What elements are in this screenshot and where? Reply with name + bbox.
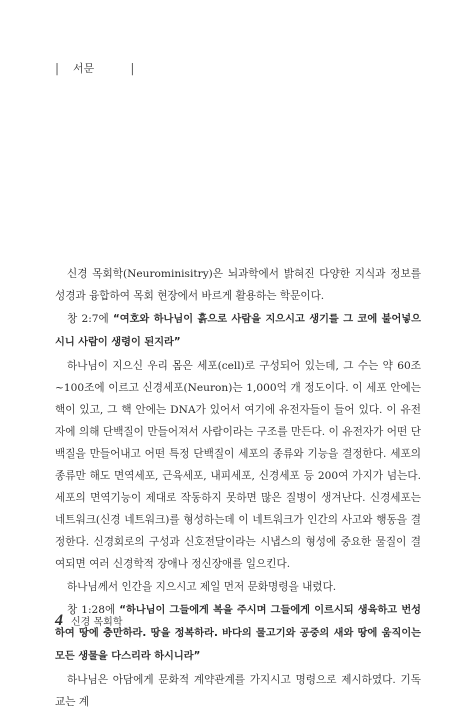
paragraph-gen-1-28	[55, 599, 421, 668]
paragraph-adam: 하나님은 아담에게 문화적 계약관계를 가지시고 명령으로 제시하였다. 기독교는 계	[55, 674, 421, 708]
verse-quote: “하나님이 그들에게 복을 주시며 그들에게 이르시되 생육하고 번성하여 땅에 충만하라. 땅을 정복하라. 바다의 물고기와 공중의 새와 땅에 움직이는 모든 생물을 다스리라 하시니라”	[55, 605, 421, 662]
header-right-mark: |	[130, 61, 135, 75]
verse-ref: 창 2:7에	[67, 313, 114, 325]
verse-ref: 창 1:28에	[67, 604, 120, 616]
header-left-mark: |	[55, 61, 60, 75]
paragraph-gen-2-7	[55, 308, 421, 354]
header-title: 서문	[73, 62, 95, 75]
page-number: 4	[55, 612, 63, 629]
book-title: 신경 목회학	[71, 617, 123, 628]
running-header	[55, 60, 134, 76]
body-text	[55, 263, 421, 713]
paragraph-cells: 하나님이 지으신 우리 몸은 세포(cell)로 구성되어 있는데, 그 수는 약 60조~100조에 이르고 신경세포(Neuron)는 1,000억 개 정도이다. 이 세포 안에는 핵이 있고, 그 핵 안에는 DNA가 있어서 여기에 유전자들이 들어 있다. 이 유전자에 의해 단백질이 만들어져서 사람이라는 구조를 만든다. 이 유전자가 어떤 단백질을 만들어내고 어떤 특정 단백질이 세포의 종류와 기능을 결정한다. 세포의 종류만 해도 면역세포, 근육세포, 내피세포, 신경세포 등 200여 가지가 넘는다. 세포의 면역기능이 제대로 작동하지 못하면 많은 질병이 생겨난다. 신경세포는 네트워크(신경 네트워크)를 형성하는데 이 네트워크가 인간의 사고와 행동을 결정한다. 신경회로의 구성과 신호전달이라는 시냅스의 형성에 중요한 물질이 결여되면 여러 신경학적 장애나 정신장애를 일으킨다.	[55, 360, 421, 570]
paragraph-cultural-mandate: 하나님께서 인간을 지으시고 제일 먼저 문화명령을 내렸다.	[67, 581, 337, 593]
page-footer	[55, 612, 122, 630]
paragraph-intro: 신경 목회학(Neurominisitry)은 뇌과학에서 밝혀진 다양한 지식과 정보를 성경과 융합하여 목회 현장에서 바르게 활용하는 학문이다.	[55, 268, 421, 302]
verse-quote: “여호와 하나님이 흙으로 사람을 지으시고 생기를 그 코에 불어넣으시니 사람이 생령이 된지라”	[55, 314, 421, 348]
